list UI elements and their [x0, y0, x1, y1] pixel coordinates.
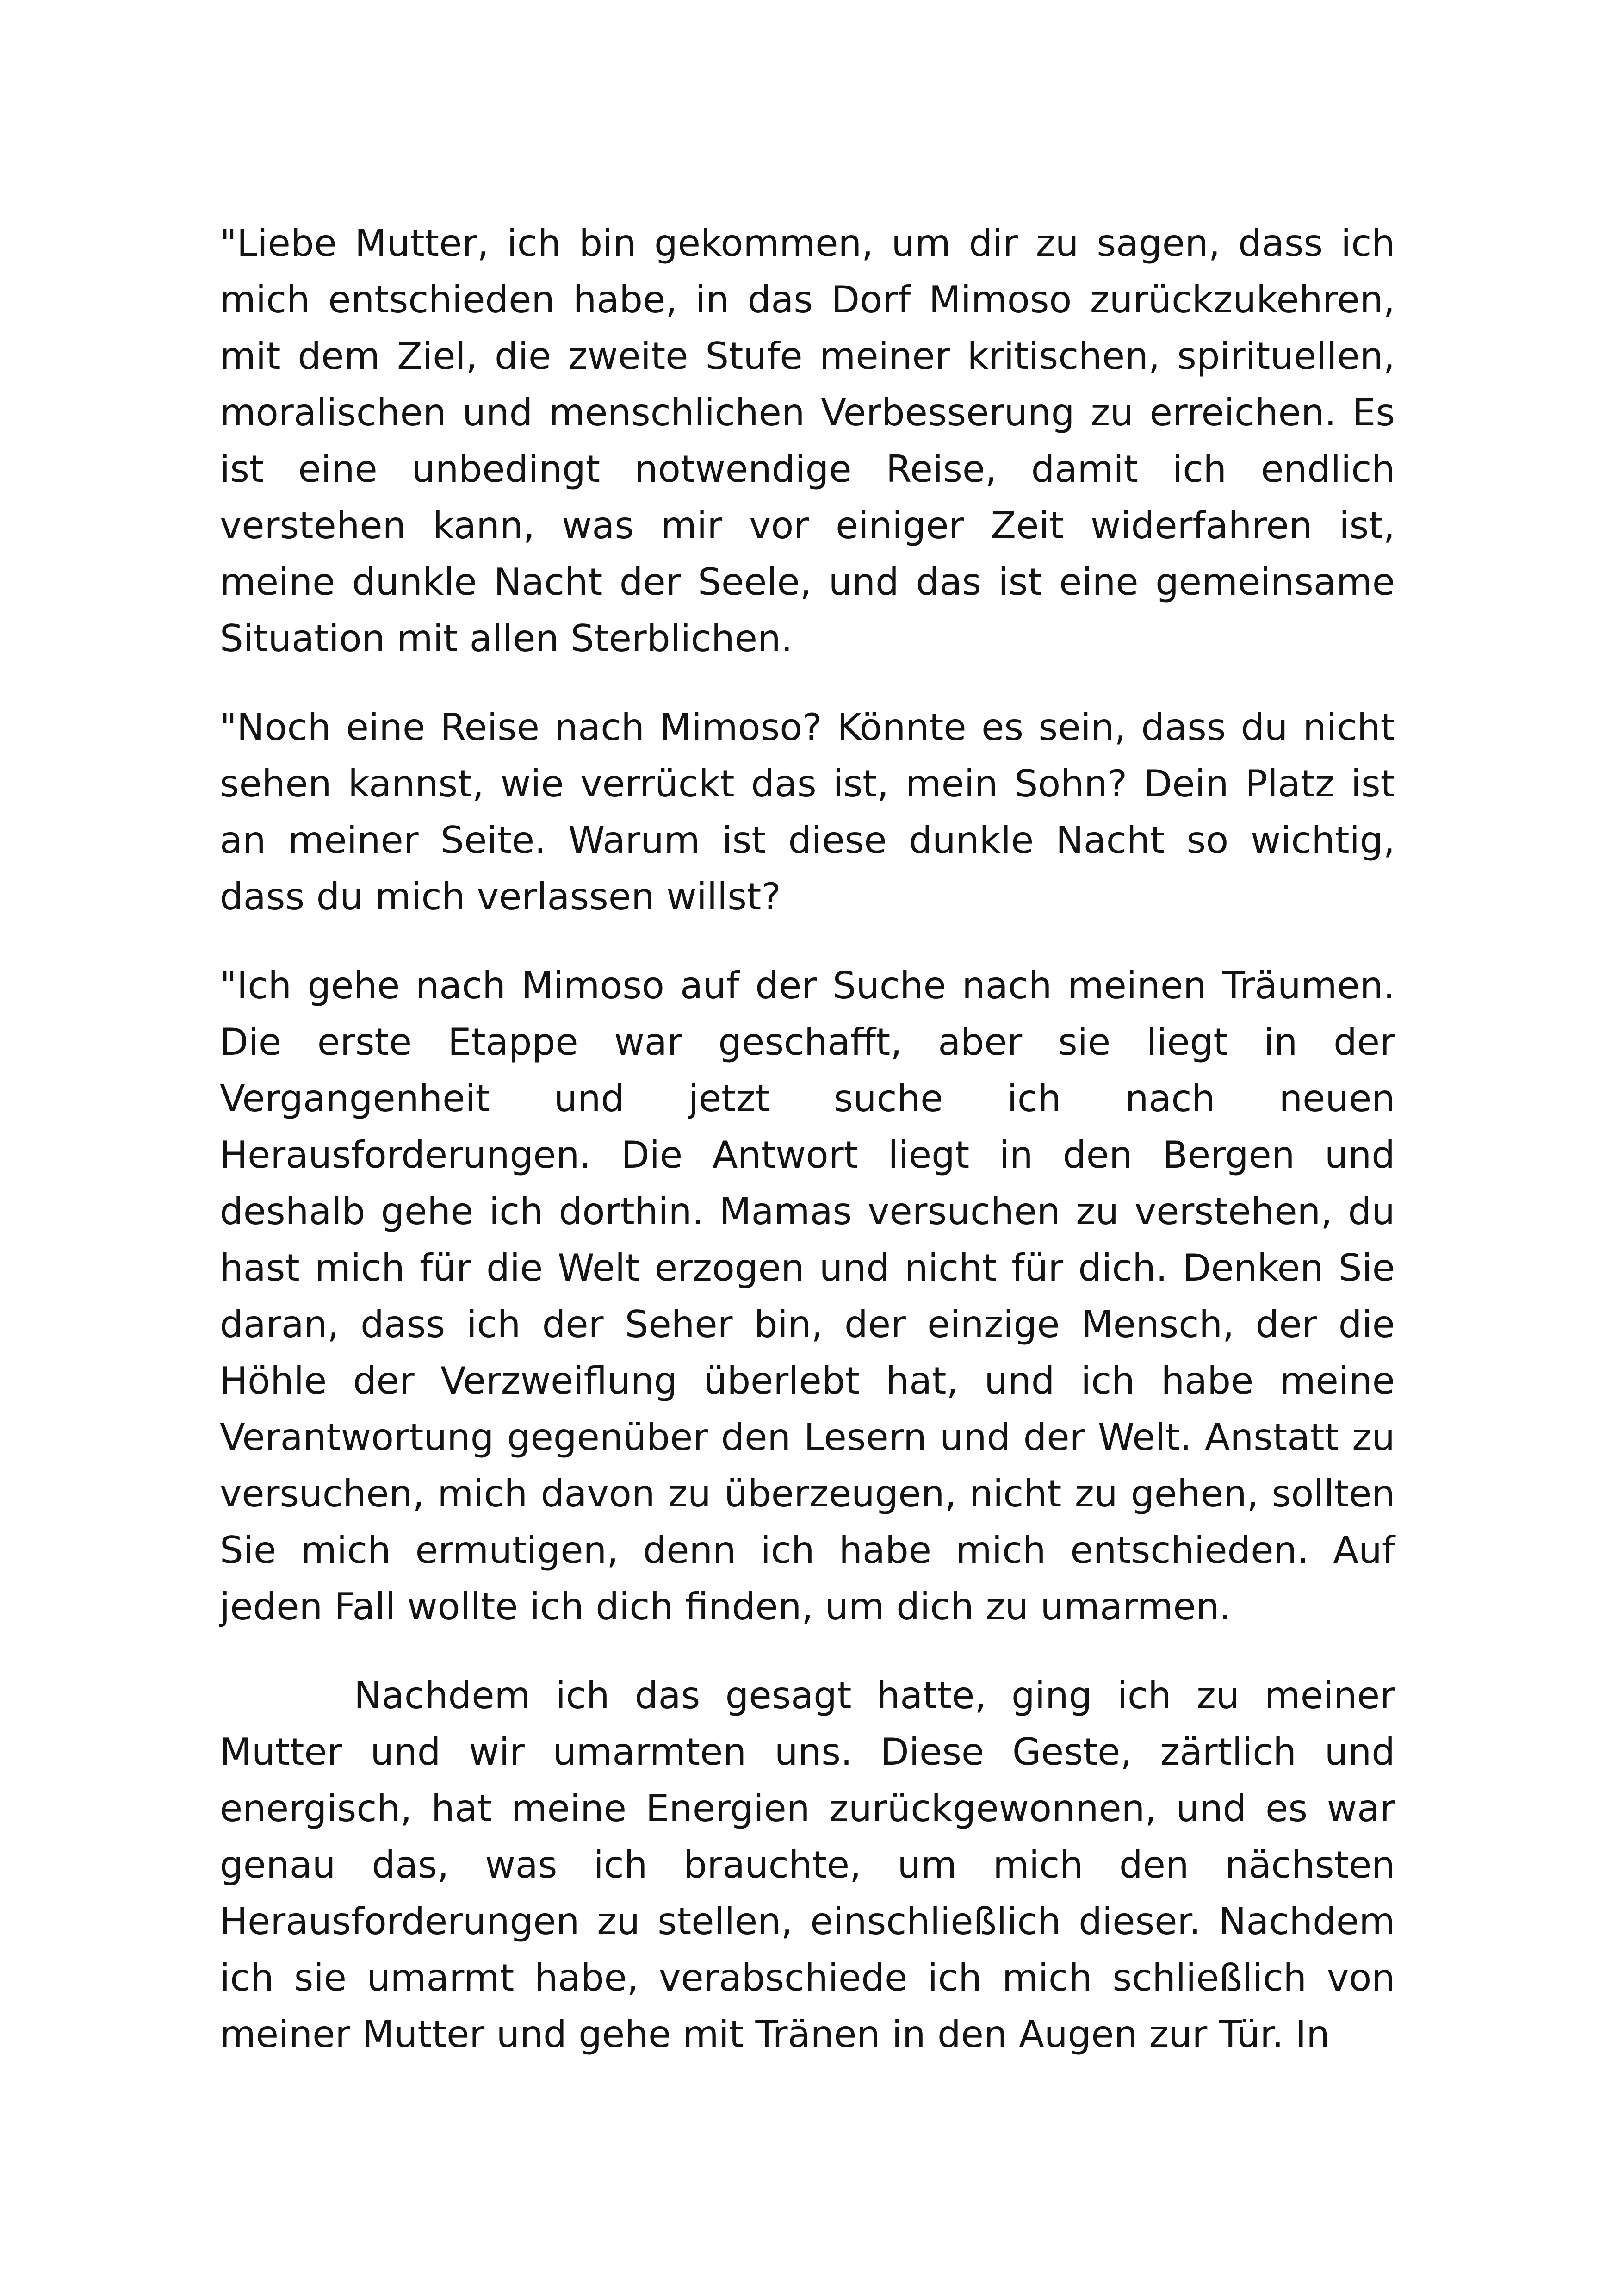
paragraph-3: "Ich gehe nach Mimoso auf der Suche nach meinen Träumen. Die erste Etappe war geschafft, aber sie liegt in der Vergangenheit und jetzt suche ich nach neuen Herausforderungen. Die Antwort liegt in den Bergen und deshalb gehe ich dorthin. Mamas versuchen zu verstehen, du hast mich für die Welt erzogen und nicht für dich. Denken Sie daran, dass ich der Seher bin, der einzige Mensch, der die Höhle der Verzweiflung überlebt hat, und ich habe meine Verantwortung gegenüber den Lesern und der Welt. Anstatt zu versuchen, mich davon zu überzeugen, nicht zu gehen, sollten Sie mich ermutigen, denn ich habe mich entschieden. Auf jeden Fall wollte ich dich finden, um dich zu umarmen.: [220, 964, 1395, 1628]
paragraph-2: "Noch eine Reise nach Mimoso? Könnte es sein, dass du nicht sehen kannst, wie verrückt das ist, mein Sohn? Dein Platz ist an meiner Seite. Warum ist diese dunkle Nacht so wichtig, dass du mich verlassen willst?: [220, 706, 1395, 918]
paragraph-4: Nachdem ich das gesagt hatte, ging ich zu meiner Mutter und wir umarmten uns. Diese Geste, zärtlich und energisch, hat meine Energien zurückgewonnen, und es war genau das, was ich brauchte, um mich den nächsten Herausforderungen zu stellen, einschließlich dieser. Nachdem ich sie umarmt habe, verabschiede ich mich schließlich von meiner Mutter und gehe mit Tränen in den Augen zur Tür. In: [220, 1674, 1395, 2056]
document-body: [220, 215, 1395, 2095]
paragraph-1: "Liebe Mutter, ich bin gekommen, um dir zu sagen, dass ich mich entschieden habe, in das Dorf Mimoso zurückzukehren, mit dem Ziel, die zweite Stufe meiner kritischen, spirituellen, moralischen und menschlichen Verbesserung zu erreichen. Es ist eine unbedingt notwendige Reise, damit ich endlich verstehen kann, was mir vor einiger Zeit widerfahren ist, meine dunkle Nacht der Seele, und das ist eine gemeinsame Situation mit allen Sterblichen.: [220, 222, 1395, 660]
